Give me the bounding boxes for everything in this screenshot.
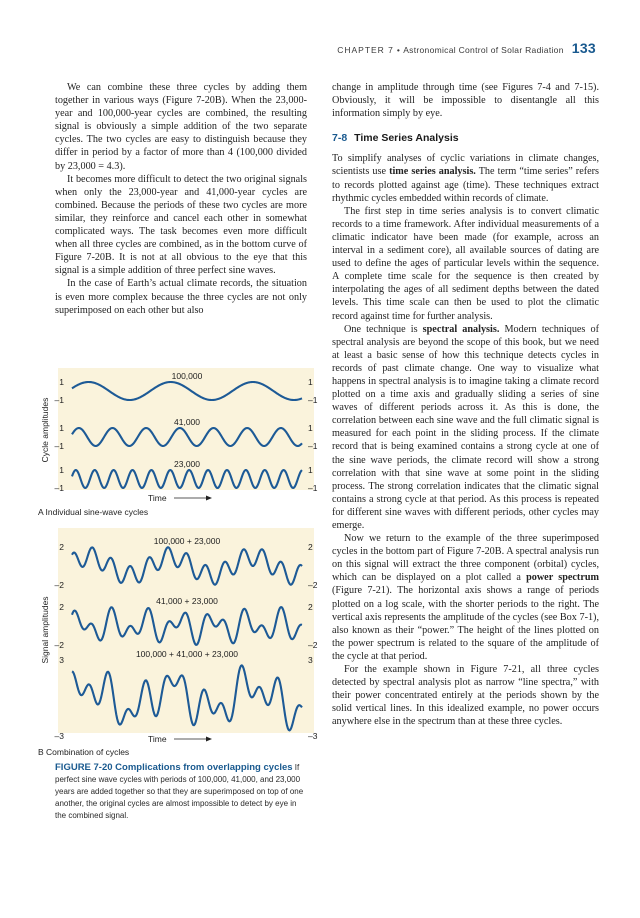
figure-7-20: [36, 358, 320, 918]
panel-a-time-label: Time: [148, 493, 167, 503]
paragraph: One technique is spectral analysis. Modern techniques of spectral analysis are beyond the scope of this book, but we need at least a basic sense of how this technique detects cycles in records of past climate change. One way to visualize what happens in spectral analysis is to imagine taking a climate record plotted on a time axis and gradually sliding a series of sine waves of different periods across it. As this is done, the correlation between each sine wave and the full climatic signal is measured for each point in the sliding process. If the climate record that is being examined contains a strong cycle at one of the sine wave periods, the climate record will show a strong correlation with that sine wave at some point in the sliding process. The strong correlation indicates that the climatic signal contains a strong cycle at that period. As this process is repeated for different sine waves with different periods, other cycles may emerge.: [332, 323, 599, 531]
paragraph: It becomes more difficult to detect the two original signals when only the 23,000-year and 41,000-year cycles are combined. Because the periods of these two cycles are more similar, they reinforce and cancel each other in somewhat complicated ways. The task becomes even more difficult when all three cycles are combined, as in the bottom curve of Figure 7-20B. It is not at all obvious to the eye that this signal is a simple addition of three perfect sine waves.: [55, 173, 307, 277]
panel-b-row-1-bottom-tick: –2: [308, 580, 318, 590]
key-term: power spectrum: [526, 572, 599, 584]
panel-b-row-3-top-tick: 3: [59, 655, 64, 665]
panel-a-row-1-top-tick: 1: [308, 377, 313, 387]
panel-a-row-2-bottom-tick: –1: [54, 441, 64, 451]
panel-b-time-label: Time: [148, 734, 167, 744]
panel-a-row-3-top-tick: 1: [59, 465, 64, 475]
panel-b-row-3-label: 100,000 + 41,000 + 23,000: [135, 649, 239, 659]
panel-a-row-2-bottom-tick: –1: [308, 441, 318, 451]
panel-b-row-2-top-tick: 2: [308, 602, 313, 612]
panel-a-row-3-top-tick: 1: [308, 465, 313, 475]
panel-a-row-1-bottom-tick: –1: [54, 395, 64, 405]
panel-b-row-3-top-tick: 3: [308, 655, 313, 665]
panel-a-row-3-label: 23,000: [174, 459, 200, 469]
caption-body: If perfect sine wave cycles with periods of 100,000, 41,000, and 23,000 years are added together so that they are superimposed on top of one another, the original cycles are almost impossible to detect by eye in the combined signal.: [55, 763, 304, 820]
panel-b-row-3-bottom-tick: –3: [54, 731, 64, 741]
panel-b-row-1-top-tick: 2: [59, 542, 64, 552]
panel-a: [38, 368, 318, 517]
right-column: [332, 81, 599, 729]
chapter-title: Astronomical Control of Solar Radiation: [403, 45, 564, 55]
time-arrow-icon: [174, 496, 212, 501]
panel-a-y-axis-title: Cycle amplitudes: [40, 397, 50, 463]
paragraph: To simplify analyses of cyclic variations in climate changes, scientists use time series analysis. The term “time series” refers to records plotted against age (time). These techniques extract rhythmic cycles embedded within records of climate.: [332, 153, 599, 204]
key-term: spectral analysis.: [422, 323, 500, 335]
running-head: [337, 40, 596, 56]
panel-b-row-2-top-tick: 2: [59, 602, 64, 612]
paragraph: The first step in time series analysis is to convert climatic records to a time framework. After individual measurements of a climatic indicator have been made (for example, across an interval in a sediment core), all available sources of dating are used to define the ages of particular levels within the sequence. A complete time scale for the sequence is then created by interpolating the ages of all sediment depths between the dated levels. This time scale can then be used to plot the climatic record against time for further analysis.: [332, 205, 599, 322]
left-column: [55, 81, 307, 317]
page-number: 133: [571, 40, 596, 56]
panel-b: [38, 528, 318, 757]
separator-dot: •: [396, 45, 401, 55]
section-number: 7-8: [332, 132, 348, 145]
panel-b-row-2-bottom-tick: –2: [54, 640, 64, 650]
section-heading: [332, 132, 599, 145]
caption-title: FIGURE 7-20 Complications from overlapping cycles: [55, 762, 293, 773]
paragraph: change in amplitude through time (see Figures 7-4 and 7-15). Obviously, it will be impossible to disentangle all this information simply by eye.: [332, 82, 599, 120]
panel-a-row-2-label: 41,000: [174, 417, 200, 427]
paragraph: Now we return to the example of the three superimposed cycles in the bottom part of Figure 7-20B. A spectral analysis run on this signal will extract the three component (orbital) cycles, which can be displayed on a plot called a power spectrum (Figure 7-21). The horizontal axis shows a range of periods plotted on a log scale, with the shorter periods to the right. The vertical axis represents the amplitude of the cycles (see Box 7-1), also known as their “power.” The height of the lines plotted on the power spectrum is related to the square of the amplitude of the cycle at that period.: [332, 533, 599, 662]
panel-b-label: B Combination of cycles: [38, 747, 130, 757]
panel-a-row-3-bottom-tick: –1: [308, 483, 318, 493]
panel-a-row-2-top-tick: 1: [308, 423, 313, 433]
panel-a-row-1-label: 100,000: [171, 371, 203, 381]
panel-a-row-1-bottom-tick: –1: [308, 395, 318, 405]
paragraph: In the case of Earth’s actual climate records, the situation is even more complex because the three cycles are not only superimposed on each other but also: [55, 278, 307, 316]
panel-a-row-1-top-tick: 1: [59, 377, 64, 387]
panel-b-row-1-top-tick: 2: [308, 542, 313, 552]
key-term: time series analysis.: [389, 166, 476, 178]
panel-b-row-2-bottom-tick: –2: [308, 640, 318, 650]
paragraph: We can combine these three cycles by adding them together in various ways (Figure 7-20B). When the 23,000-year and 100,000-year cycles are combined, the resulting signal is obviously a simple addition of the two separate cycles. The two cycles are easy to distinguish because they differ in period by a factor of more than 4 (100,000 divided by 23,000 = 4.3).: [55, 82, 307, 172]
panel-b-row-1-label: 100,000 + 23,000: [153, 536, 221, 546]
section-title: Time Series Analysis: [354, 132, 459, 145]
panel-b-y-axis-title: Signal amplitudes: [40, 596, 50, 664]
panel-b-row-2-label: 41,000 + 23,000: [156, 596, 218, 606]
panel-a-row-3-bottom-tick: –1: [54, 483, 64, 493]
paragraph: For the example shown in Figure 7-21, all three cycles detected by spectral analysis plot as narrow “line spectra,” with their power concentrated entirely at the periods shown by the solid vertical lines. In this idealized example, no power occurs anywhere else in the spectrum than at these three cycles.: [332, 664, 599, 728]
chapter-label: CHAPTER 7: [337, 45, 394, 55]
panel-a-row-2-top-tick: 1: [59, 423, 64, 433]
panel-b-row-1-bottom-tick: –2: [54, 580, 64, 590]
panel-b-row-3-bottom-tick: –3: [308, 731, 318, 741]
figure-caption: [55, 762, 307, 822]
time-arrow-icon: [174, 737, 212, 742]
panel-a-label: A Individual sine-wave cycles: [38, 507, 149, 517]
